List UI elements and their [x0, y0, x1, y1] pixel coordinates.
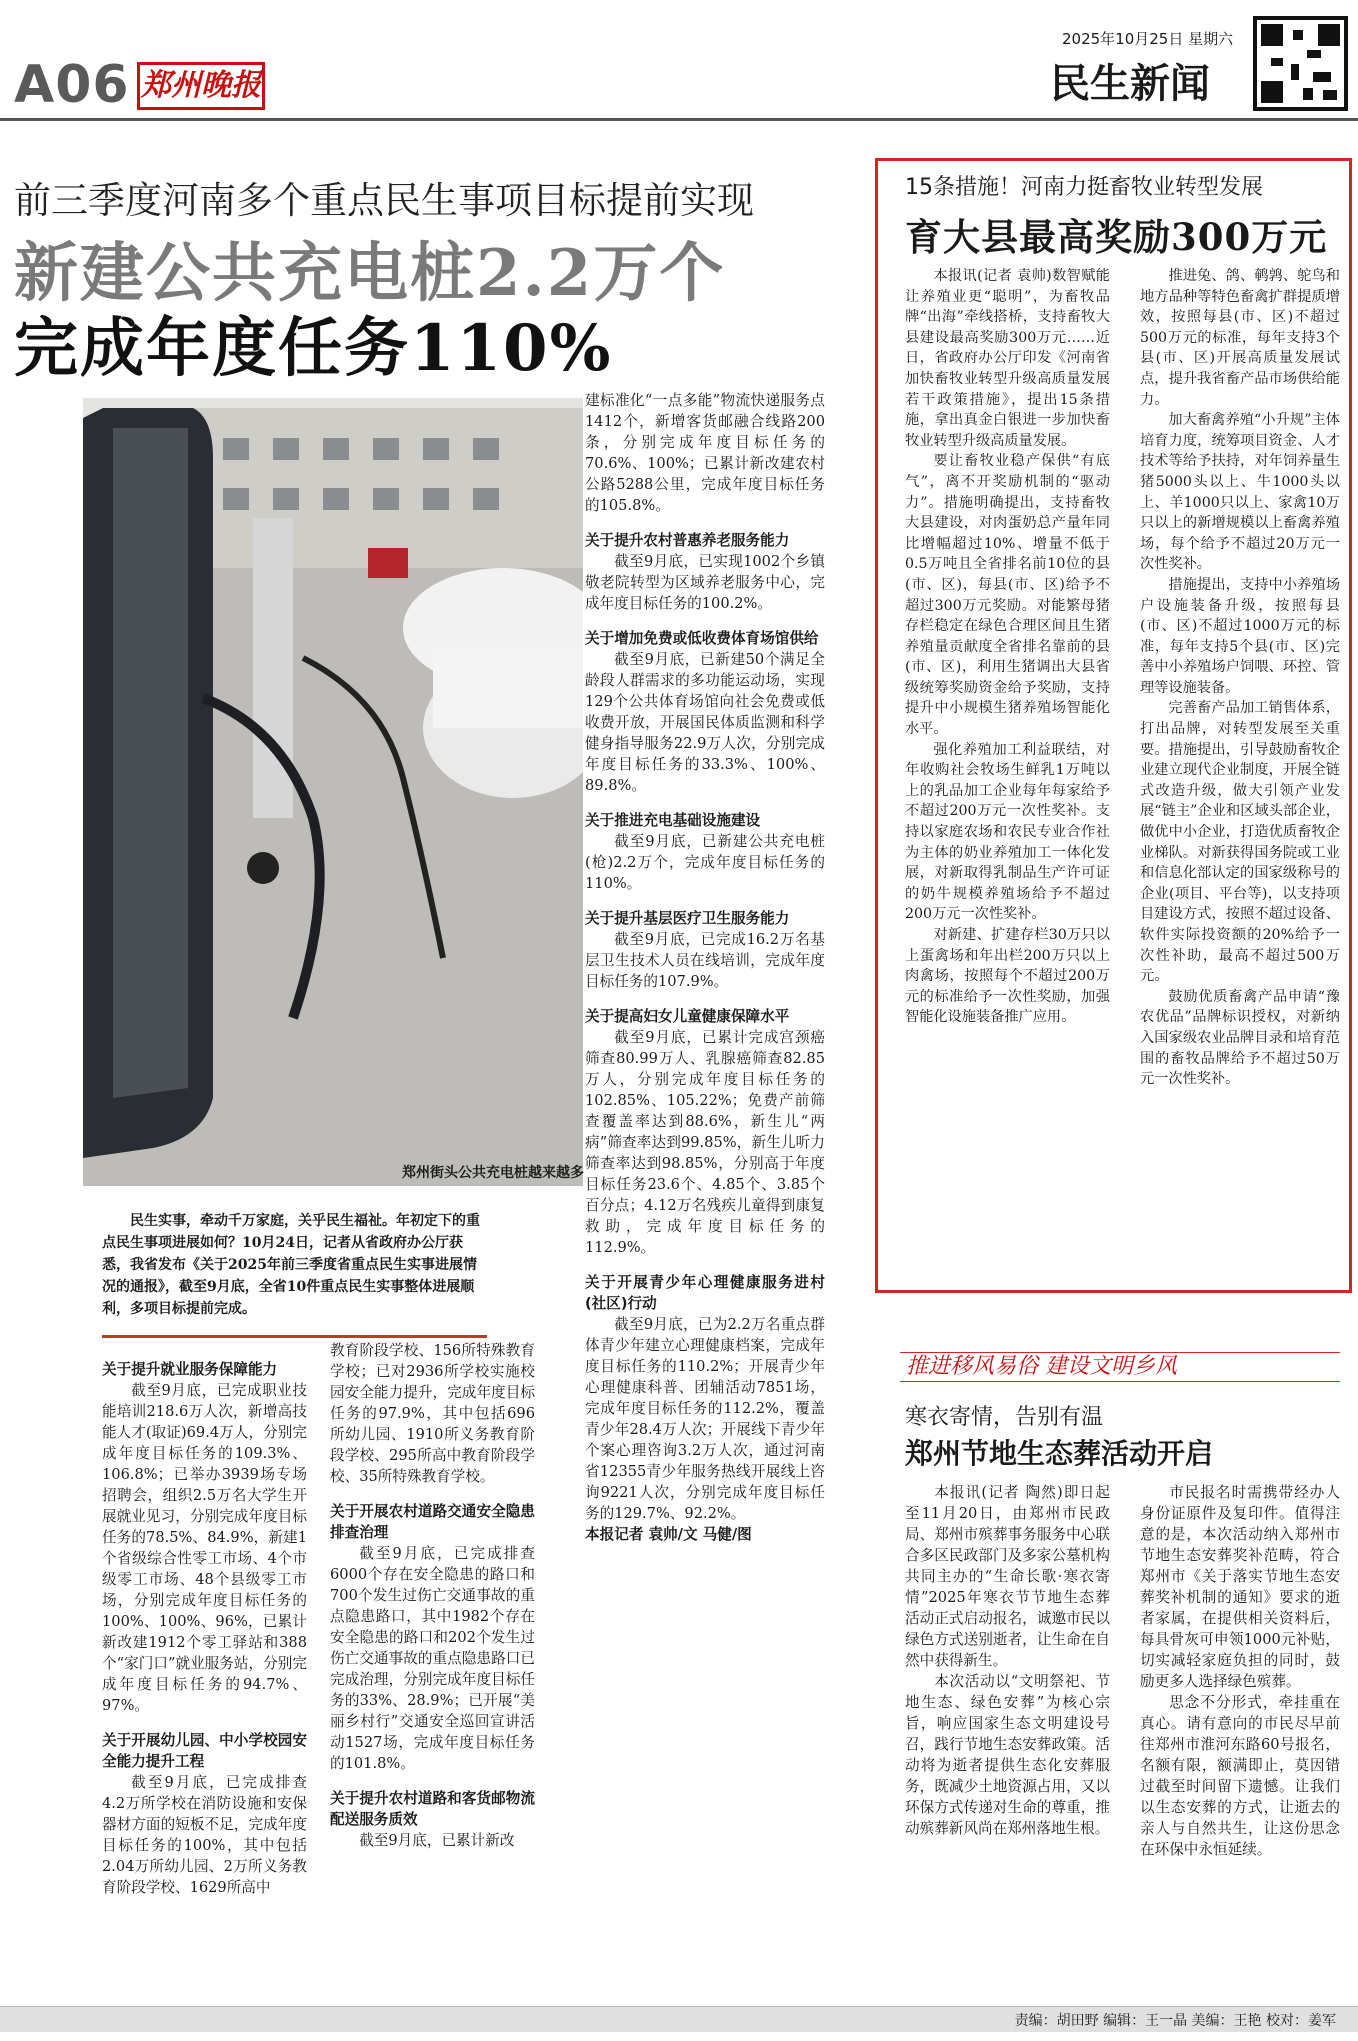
- charging-pile-photo: [83, 398, 583, 1186]
- section-title: 民生新闻: [1050, 61, 1210, 107]
- paragraph: 推进兔、鸽、鹌鹑、鸵鸟和地方品种等特色畜禽扩群提质增效，按照每县(市、区)不超过500万元的标准，每年支持3个县(市、区)开展高质量发展试点，提升我省畜产品市场供给能力。: [1140, 268, 1340, 408]
- paragraph: 截至9月底，已完成职业技能培训218.6万人次，新增高技能人才(取证)69.4万人，分别完成年度目标任务的109.3%、106.8%；已举办3939场专场招聘会，组织2.5万名大学生开展就业见习，分别完成年度目标任务的78.5%、84.9%，新建1个省级综合性零工市场、4个市级零工市场、48个县级零工市场，分别完成年度目标任务的100%、100%、96%，已累计新改建1912个零工驿站和388个“家门口”就业服务站，分别完成年度目标任务的94.7%、97%。: [102, 1382, 307, 1714]
- section-heading: 关于提升农村普惠养老服务能力: [585, 532, 790, 549]
- paragraph: 本次活动以“文明祭祀、节地生态、绿色安葬”为核心宗旨，响应国家生态文明建设号召，践行节地生态安葬政策。活动将为逝者提供生态化安葬服务，既减少土地资源占用，又以环保方式传递对生命的尊重，推动殡葬新风尚在郑州落地生根。: [905, 1673, 1110, 1837]
- second-column-2: [1140, 1482, 1340, 1860]
- section-heading: 关于提升基层医疗卫生服务能力: [585, 910, 790, 927]
- section-heading: 关于开展农村道路交通安全隐患排查治理: [330, 1503, 535, 1541]
- footer-credits: 责编：胡田野 编辑：王一晶 美编：王艳 校对：姜军: [1014, 2013, 1336, 2029]
- section-heading: 关于提高妇女儿童健康保障水平: [585, 1008, 790, 1025]
- featured-title: 育大县最高奖励300万元: [905, 215, 1328, 259]
- second-title: 郑州节地生态葬活动开启: [905, 1437, 1214, 1470]
- lead-rule: [102, 1335, 487, 1338]
- newspaper-logo: 郑州晚报: [137, 62, 265, 110]
- header-rule: [0, 118, 1358, 121]
- section-heading: 关于提升就业服务保障能力: [102, 1361, 278, 1378]
- paragraph: 截至9月底，已新建公共充电桩(枪)2.2万个，完成年度目标任务的110%。: [585, 833, 825, 892]
- paragraph: 教育阶段学校、156所特殊教育学校；已对2936所学校实施校园安全能力提升，完成年度目标任务的97.9%，其中包括696所幼儿园、1910所义务教育阶段学校、295所高中教育阶段学校、35所特殊教育学校。: [330, 1342, 535, 1485]
- featured-column-2: [1140, 266, 1340, 1090]
- section-heading: 关于开展幼儿园、中小学校园安全能力提升工程: [102, 1732, 307, 1770]
- featured-column-1: [905, 266, 1110, 1028]
- second-column-1: [905, 1482, 1110, 1839]
- main-column-1: [102, 1345, 307, 1898]
- main-headline-1: 新建公共充电桩2.2万个: [14, 236, 726, 311]
- paragraph: 截至9月底，已新建50个满足全龄段人群需求的多功能运动场，实现129个公共体育场馆向社会免费或低收费开放，开展国民体质监测和科学健身指导服务22.9万人次，分别完成年度目标任务的33.3%、100%、89.8%。: [585, 651, 825, 794]
- page-number: A06: [14, 55, 130, 115]
- paragraph: 要让畜牧业稳产保供“有底气”，离不开奖励机制的“驱动力”。措施明确提出，支持畜牧大县建设，对肉蛋奶总产量年同比增幅超过10%、增量不低于0.5万吨且全省排名前10位的县(市、区)，每县(市、区)给予不超过300万元奖励。对能繁母猪存栏稳定在绿色合理区间且生猪养殖量贡献度全省排名靠前的县(市、区)，利用生猪调出大县省级统筹奖励资金给予奖励，支持提升中小规模生猪养殖场智能化水平。: [905, 453, 1110, 738]
- issue-date: 2025年10月25日 星期六: [1062, 30, 1234, 48]
- byline: 本报记者 袁帅/文 马健/图: [585, 1526, 752, 1543]
- paragraph: 本报讯(记者 陶然)即日起至11月20日，由郑州市民政局、郑州市殡葬事务服务中心联合多区民政部门及多家公墓机构共同主办的“生命长歌·寒衣寄情”2025年寒衣节节地生态葬活动正式启动报名，诚邀市民以绿色方式送别逝者，让生命在自然中获得新生。: [905, 1484, 1110, 1669]
- main-headline-2: 完成年度任务110%: [14, 311, 613, 386]
- paragraph: 截至9月底，已实现1002个乡镇敬老院转型为区域养老服务中心，完成年度目标任务的100.2%。: [585, 553, 825, 612]
- section-heading: 关于增加免费或低收费体育场馆供给: [585, 630, 819, 647]
- paragraph: 截至9月底，已完成排查4.2万所学校在消防设施和安保器材方面的短板不足，完成年度目标任务的100%，其中包括2.04万所幼儿园、2万所义务教育阶段学校、1629所高中: [102, 1774, 307, 1896]
- paragraph: 鼓励优质畜禽产品申请“豫农优品”品牌标识授权，对新纳入国家级农业品牌目录和培育范围的畜牧品牌给予不超过50万元一次性奖补。: [1140, 988, 1340, 1088]
- paragraph: 思念不分形式，牵挂重在真心。请有意向的市民尽早前往郑州市淮河东路60号报名，名额有限，额满即止，莫因错过截至时间留下遗憾。让我们以生态安葬的方式，让逝去的亲人与自然共生，让这份思念在环保中永恒延续。: [1140, 1694, 1340, 1858]
- paragraph: 加大畜禽养殖“小升规”主体培育力度，统筹项目资金、人才技术等给予扶持，对年饲养量生猪5000头以上、牛1000头以上、羊1000只以上、家禽10万只以上的新增规模以上畜禽养殖场，每个给予不超过20万元一次性奖补。: [1140, 412, 1340, 573]
- section-heading: 关于推进充电基础设施建设: [585, 812, 761, 829]
- section-heading: 关于开展青少年心理健康服务进村(社区)行动: [585, 1274, 825, 1312]
- second-kicker: 寒衣寄情，告别有温: [905, 1405, 1104, 1430]
- paragraph: 强化养殖加工利益联结，对年收购社会牧场生鲜乳1万吨以上的乳品加工企业每年每家给予不超过200万元一次性奖补。支持以家庭农场和农民专业合作社为主体的奶业养殖加工一体化发展，对新取得乳制品生产许可证的奶牛规模养殖场给予不超过200万元一次性奖补。: [905, 741, 1110, 923]
- paragraph: 完善畜产品加工销售体系，打出品牌，对转型发展至关重要。措施提出，引导鼓励畜牧企业建立现代企业制度，开展全链式改造升级，做大引领产业发展“链主”企业和区域头部企业，做优中小企业，打造优质畜牧企业梯队。对新获得国务院或工业和信息化部认定的国家级称号的企业(项目、平台等)，以支持项目建设方式，按照不超过设备、软件实际投资额的20%给予一次性补助，最高不超过500万元。: [1140, 700, 1340, 985]
- qr-code-icon: [1253, 16, 1348, 111]
- paragraph: 本报讯(记者 袁帅)数智赋能让养殖业更“聪明”，为畜牧品牌“出海”牵线搭桥，支持畜牧大县建设最高奖励300万元……近日，省政府办公厅印发《河南省加快畜牧业转型升级高质量发展若干政策措施》，提出15条措施，拿出真金白银进一步加快畜牧业转型升级高质量发展。: [905, 268, 1110, 449]
- section-heading: 关于提升农村道路和客货邮物流配送服务质效: [330, 1790, 535, 1828]
- main-lead: 民生实事，牵动千万家庭，关乎民生福祉。年初定下的重点民生事项进展如何？10月24日，记者从省政府办公厅获悉，我省发布《关于2025年前三季度省重点民生实事进展情况的通报》，截至9月底，全省10件重点民生实事整体进展顺利，多项目标提前完成。: [102, 1213, 480, 1317]
- paragraph: 市民报名时需携带经办人身份证原件及复印件。值得注意的是，本次活动纳入郑州市节地生态安葬奖补范畴，符合郑州市《关于落实节地生态安葬奖补机制的通知》要求的逝者家属，在提供相关资料后，每具骨灰可申领1000元补贴，切实减轻家庭负担的同时，鼓励更多人选择绿色殡葬。: [1140, 1484, 1340, 1690]
- main-column-3: [585, 390, 825, 1545]
- paragraph: 截至9月底，已完成16.2万名基层卫生技术人员在线培训，完成年度目标任务的107.9%。: [585, 931, 825, 990]
- paragraph: 截至9月底，已累计新改: [359, 1832, 515, 1849]
- paragraph: 截至9月底，已为2.2万名重点群体青少年建立心理健康档案，完成年度目标任务的110.2%；开展青少年心理健康科普、团辅活动7851场，完成年度目标任务的112.2%，覆盖青少年28.4万人次；开展线下青少年个案心理咨询3.2万人次，通过河南省12355青少年服务热线开展线上咨询9221人次，分别完成年度目标任务的129.7%、92.2%。: [585, 1316, 825, 1522]
- paragraph: 对新建、扩建存栏30万只以上蛋禽场和年出栏200万只以上肉禽场，按照每个不超过200万元的标准给予一次性奖励，加强智能化设施装备推广应用。: [905, 927, 1110, 1026]
- paragraph: 建标准化“一点多能”物流快递服务点1412个，新增客货邮融合线路200条，分别完成年度目标任务的70.6%、100%；已累计新改建农村公路5288公里，完成年度目标任务的105.8%。: [585, 392, 825, 514]
- campaign-banner: 推进移风易俗 建设文明乡风: [900, 1352, 1340, 1382]
- photo-caption: 郑州街头公共充电桩越来越多: [402, 1165, 584, 1181]
- main-column-2: [330, 1340, 535, 1851]
- paragraph: 截至9月底，已完成排查6000个存在安全隐患的路口和700个发生过伤亡交通事故的重点隐患路口，其中1982个存在安全隐患的路口和202个发生过伤亡交通事故的重点隐患路口已完成治理，分别完成年度目标任务的33%、28.9%；已开展“美丽乡村行”交通安全巡回宣讲活动1527场，完成年度目标任务的101.8%。: [330, 1545, 535, 1772]
- paragraph: 措施提出，支持中小养殖场户设施装备升级，按照每县(市、区)不超过1000万元的标准，每年支持5个县(市、区)完善中小养殖场户饲喂、环控、管理等设施装备。: [1140, 576, 1340, 696]
- paragraph: 截至9月底，已累计完成宫颈癌筛查80.99万人、乳腺癌筛查82.85万人，分别完成年度目标任务的102.85%、105.22%；免费产前筛查覆盖率达到88.6%，新生儿“两病”筛查率达到99.85%，新生儿听力筛查率达到98.85%，分别高于年度目标任务23.6个、4.85个、3.85个百分点；4.12万名残疾儿童得到康复救助，完成年度目标任务的112.9%。: [585, 1029, 825, 1256]
- main-kicker: 前三季度河南多个重点民生事项目标提前实现: [14, 179, 754, 222]
- featured-kicker: 15条措施！河南力挺畜牧业转型发展: [905, 175, 1263, 200]
